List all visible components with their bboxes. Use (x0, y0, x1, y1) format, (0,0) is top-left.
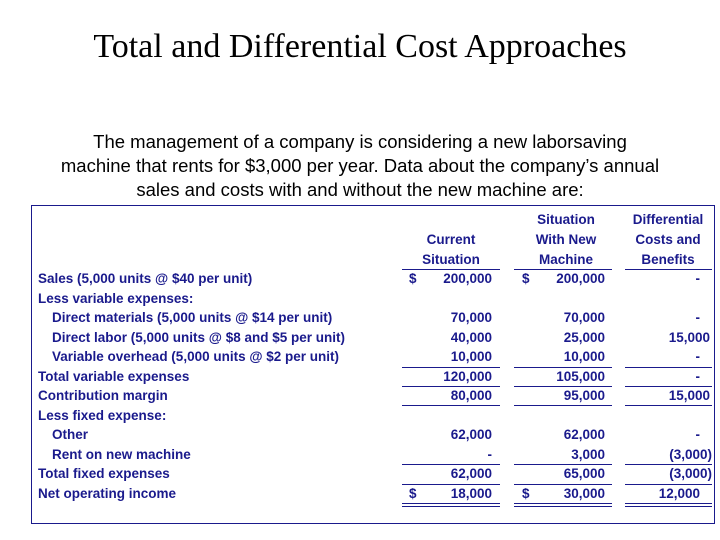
cur-value: 62,000 (450, 466, 492, 481)
noi-double-underline-current-2 (402, 506, 500, 507)
diff-value: 12,000 (658, 486, 700, 501)
diff-value: - (695, 271, 700, 286)
noi-double-underline-diff-1 (625, 503, 712, 504)
header-new-line3: Machine (538, 252, 593, 267)
cur-value: 18,000 (450, 486, 492, 501)
row-label: Other (52, 427, 89, 442)
diff-value: - (695, 310, 700, 325)
row-label: Net operating income (38, 486, 177, 501)
cur-value: 40,000 (450, 330, 492, 345)
row-label: Less variable expenses: (38, 291, 194, 306)
cur-value: 10,000 (450, 349, 492, 364)
cur-value: 80,000 (450, 388, 492, 403)
row-label: Variable overhead (5,000 units @ $2 per unit) (52, 349, 340, 364)
noi-double-underline-new-1 (514, 503, 612, 504)
new-value: 200,000 (556, 271, 605, 286)
header-diff-line1: Differential (632, 212, 704, 227)
cm-underline-new (514, 405, 612, 406)
new-value: 105,000 (556, 369, 605, 384)
row-label: Total fixed expenses (38, 466, 170, 481)
diff-value: - (695, 369, 700, 384)
cost-table (31, 205, 715, 524)
cur-value: 62,000 (450, 427, 492, 442)
new-value: 10,000 (563, 349, 605, 364)
header-current-line1: Current (426, 232, 476, 247)
new-value: 65,000 (563, 466, 605, 481)
new-dollar-sign: $ (522, 486, 530, 501)
new-value: 3,000 (571, 447, 605, 462)
header-diff-line3: Benefits (641, 252, 695, 267)
diff-value: - (695, 349, 700, 364)
row-label: Total variable expenses (38, 369, 190, 384)
cur-dollar-sign: $ (409, 271, 417, 286)
new-value: 30,000 (563, 486, 605, 501)
diff-value: 15,000 (668, 388, 710, 403)
row-label: Less fixed expense: (38, 408, 167, 423)
intro-paragraph: The management of a company is considering a new laborsaving machine that rents for $3,000 per year. Data about the company’s annual sales and costs with and without the new machine are: (60, 131, 660, 200)
header-diff-line2: Costs and (635, 232, 701, 247)
noi-double-underline-current-1 (402, 503, 500, 504)
cur-dollar-sign: $ (409, 486, 417, 501)
row-label: Direct labor (5,000 units @ $8 and $5 per unit) (52, 330, 345, 345)
cur-value: 200,000 (443, 271, 492, 286)
row-label: Rent on new machine (52, 447, 191, 462)
slide-title: Total and Differential Cost Approaches (93, 28, 627, 65)
row-label: Contribution margin (38, 388, 168, 403)
cm-underline-diff (625, 405, 712, 406)
row-label: Sales (5,000 units @ $40 per unit) (38, 271, 253, 286)
noi-double-underline-new-2 (514, 506, 612, 507)
new-value: 70,000 (563, 310, 605, 325)
row-label: Direct materials (5,000 units @ $14 per unit) (52, 310, 333, 325)
cur-value: 120,000 (443, 369, 492, 384)
noi-double-underline-diff-2 (625, 506, 712, 507)
header-new-line1: Situation (537, 212, 595, 227)
cur-value: - (487, 447, 492, 462)
header-new-line2: With New (535, 232, 597, 247)
diff-value: 15,000 (668, 330, 710, 345)
new-value: 95,000 (563, 388, 605, 403)
cur-value: 70,000 (450, 310, 492, 325)
header-current-line2: Situation (422, 252, 480, 267)
diff-value: - (695, 427, 700, 442)
new-value: 25,000 (563, 330, 605, 345)
new-value: 62,000 (563, 427, 605, 442)
diff-value: (3,000) (669, 447, 712, 462)
new-dollar-sign: $ (522, 271, 530, 286)
cm-underline-current (402, 405, 500, 406)
diff-value: (3,000) (669, 466, 712, 481)
